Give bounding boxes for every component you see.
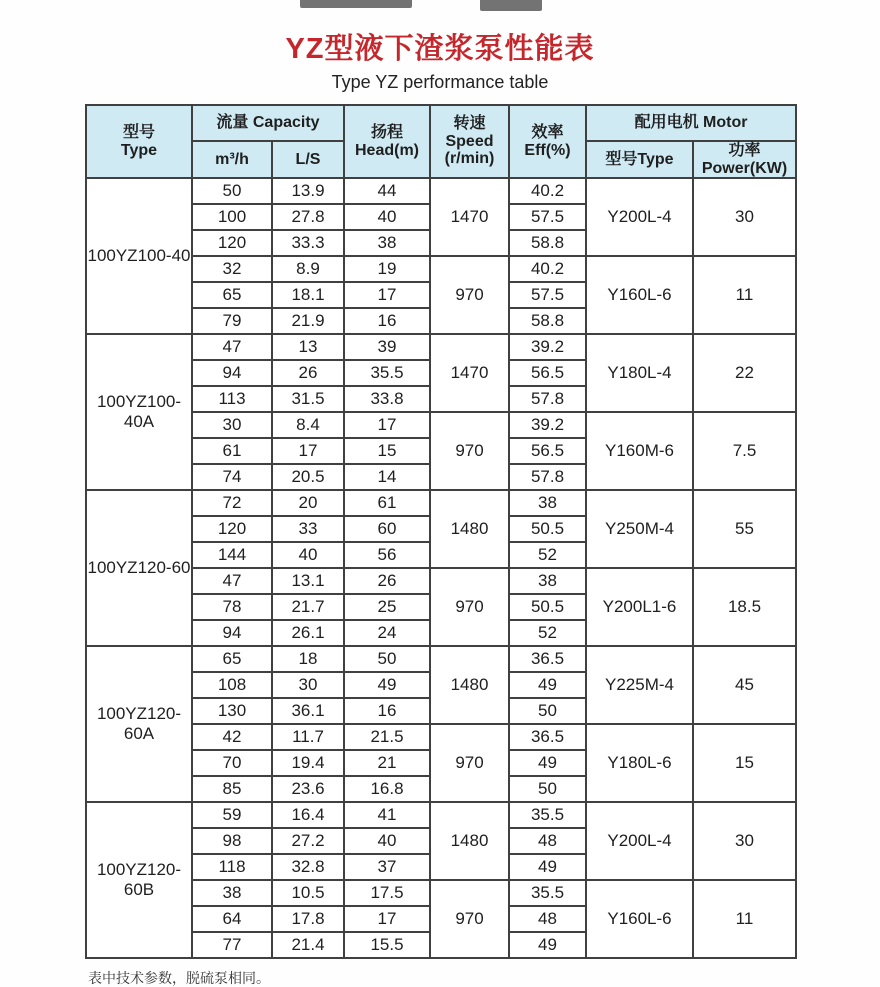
flow-m3h-cell: 78 <box>192 594 272 620</box>
motor-type-cell: Y200L-4 <box>586 178 693 256</box>
eff-cell: 50 <box>509 698 586 724</box>
flow-m3h-cell: 130 <box>192 698 272 724</box>
eff-cell: 39.2 <box>509 334 586 360</box>
motor-type-cell: Y160L-6 <box>586 880 693 958</box>
header-model <box>86 105 192 178</box>
eff-cell: 57.5 <box>509 204 586 230</box>
motor-type-cell: Y225M-4 <box>586 646 693 724</box>
flow-m3h-cell: 50 <box>192 178 272 204</box>
flow-m3h-cell: 72 <box>192 490 272 516</box>
model-cell: 100YZ120-60B <box>86 802 192 958</box>
head-cell: 17.5 <box>344 880 430 906</box>
flow-ls-cell: 20 <box>272 490 344 516</box>
head-cell: 17 <box>344 412 430 438</box>
flow-m3h-cell: 77 <box>192 932 272 958</box>
eff-cell: 36.5 <box>509 724 586 750</box>
head-cell: 21.5 <box>344 724 430 750</box>
motor-type-cell: Y160M-6 <box>586 412 693 490</box>
header-motor-power: 功率Power(KW) <box>693 141 796 178</box>
speed-cell: 970 <box>430 724 509 802</box>
eff-cell: 40.2 <box>509 178 586 204</box>
motor-power-cell: 18.5 <box>693 568 796 646</box>
head-cell: 16.8 <box>344 776 430 802</box>
table-header <box>86 105 796 178</box>
eff-cell: 36.5 <box>509 646 586 672</box>
flow-m3h-cell: 144 <box>192 542 272 568</box>
flow-m3h-cell: 61 <box>192 438 272 464</box>
flow-ls-cell: 18 <box>272 646 344 672</box>
page-subtitle: Type YZ performance table <box>331 72 549 92</box>
flow-m3h-cell: 32 <box>192 256 272 282</box>
flow-m3h-cell: 70 <box>192 750 272 776</box>
flow-ls-cell: 13.1 <box>272 568 344 594</box>
flow-ls-cell: 33 <box>272 516 344 542</box>
eff-cell: 48 <box>509 828 586 854</box>
head-cell: 49 <box>344 672 430 698</box>
flow-m3h-cell: 74 <box>192 464 272 490</box>
flow-m3h-cell: 30 <box>192 412 272 438</box>
table-row <box>86 880 796 906</box>
motor-type-cell: Y250M-4 <box>586 490 693 568</box>
head-cell: 26 <box>344 568 430 594</box>
flow-m3h-cell: 120 <box>192 230 272 256</box>
head-cell: 44 <box>344 178 430 204</box>
motor-power-cell: 30 <box>693 802 796 880</box>
flow-ls-cell: 26 <box>272 360 344 386</box>
eff-cell: 49 <box>509 750 586 776</box>
header-head-zh: 扬程 <box>370 124 403 141</box>
eff-cell: 57.5 <box>509 282 586 308</box>
head-cell: 17 <box>344 282 430 308</box>
head-cell: 61 <box>344 490 430 516</box>
flow-m3h-cell: 113 <box>192 386 272 412</box>
motor-power-cell: 22 <box>693 334 796 412</box>
head-cell: 14 <box>344 464 430 490</box>
flow-ls-cell: 27.8 <box>272 204 344 230</box>
header-speed <box>430 105 509 178</box>
header-head-en: Head(m) <box>354 141 419 159</box>
flow-m3h-cell: 38 <box>192 880 272 906</box>
model-cell: 100YZ120-60A <box>86 646 192 802</box>
header-motor: 配用电机 Motor <box>586 105 796 141</box>
header-speed-unit: (r/min) <box>444 150 495 168</box>
flow-m3h-cell: 94 <box>192 360 272 386</box>
eff-cell: 50.5 <box>509 594 586 620</box>
flow-m3h-cell: 59 <box>192 802 272 828</box>
cropped-top-artifact-left <box>300 0 412 8</box>
head-cell: 15 <box>344 438 430 464</box>
header-capacity-m3h: m³/h <box>192 141 272 178</box>
flow-m3h-cell: 47 <box>192 334 272 360</box>
flow-m3h-cell: 120 <box>192 516 272 542</box>
table-row <box>86 256 796 282</box>
head-cell: 39 <box>344 334 430 360</box>
speed-cell: 970 <box>430 568 509 646</box>
flow-m3h-cell: 47 <box>192 568 272 594</box>
flow-m3h-cell: 118 <box>192 854 272 880</box>
flow-m3h-cell: 64 <box>192 906 272 932</box>
head-cell: 38 <box>344 230 430 256</box>
flow-m3h-cell: 85 <box>192 776 272 802</box>
table-row <box>86 646 796 672</box>
head-cell: 40 <box>344 204 430 230</box>
motor-type-cell: Y180L-6 <box>586 724 693 802</box>
eff-cell: 38 <box>509 568 586 594</box>
head-cell: 40 <box>344 828 430 854</box>
eff-cell: 38 <box>509 490 586 516</box>
flow-m3h-cell: 100 <box>192 204 272 230</box>
table-row <box>86 178 796 204</box>
header-eff-zh: 效率 <box>531 124 564 141</box>
eff-cell: 58.8 <box>509 230 586 256</box>
eff-cell: 56.5 <box>509 438 586 464</box>
flow-ls-cell: 21.7 <box>272 594 344 620</box>
flow-m3h-cell: 79 <box>192 308 272 334</box>
flow-ls-cell: 27.2 <box>272 828 344 854</box>
eff-cell: 56.5 <box>509 360 586 386</box>
eff-cell: 57.8 <box>509 386 586 412</box>
header-eff-en: Eff(%) <box>524 141 571 159</box>
model-cell: 100YZ120-60 <box>86 490 192 646</box>
flow-ls-cell: 13 <box>272 334 344 360</box>
flow-m3h-cell: 98 <box>192 828 272 854</box>
motor-type-cell: Y160L-6 <box>586 256 693 334</box>
flow-ls-cell: 18.1 <box>272 282 344 308</box>
flow-m3h-cell: 94 <box>192 620 272 646</box>
flow-ls-cell: 30 <box>272 672 344 698</box>
flow-ls-cell: 19.4 <box>272 750 344 776</box>
speed-cell: 970 <box>430 412 509 490</box>
flow-ls-cell: 26.1 <box>272 620 344 646</box>
speed-cell: 1470 <box>430 178 509 256</box>
eff-cell: 52 <box>509 620 586 646</box>
table-row <box>86 568 796 594</box>
performance-table <box>85 104 797 959</box>
header-speed-zh: 转速 <box>453 115 486 133</box>
eff-cell: 52 <box>509 542 586 568</box>
speed-cell: 970 <box>430 880 509 958</box>
flow-ls-cell: 31.5 <box>272 386 344 412</box>
flow-ls-cell: 21.4 <box>272 932 344 958</box>
flow-m3h-cell: 42 <box>192 724 272 750</box>
header-model-zh: 型号 <box>122 124 155 141</box>
speed-cell: 1480 <box>430 490 509 568</box>
header-model-en: Type <box>120 141 158 159</box>
table-row <box>86 490 796 516</box>
motor-power-cell: 15 <box>693 724 796 802</box>
flow-ls-cell: 17 <box>272 438 344 464</box>
page-title: YZ型液下渣浆泵性能表 <box>285 33 595 65</box>
eff-cell: 49 <box>509 672 586 698</box>
speed-cell: 1480 <box>430 802 509 880</box>
head-cell: 21 <box>344 750 430 776</box>
speed-cell: 1470 <box>430 334 509 412</box>
head-cell: 60 <box>344 516 430 542</box>
eff-cell: 35.5 <box>509 802 586 828</box>
header-capacity: 流量 Capacity <box>192 105 344 141</box>
head-cell: 50 <box>344 646 430 672</box>
header-head <box>344 105 430 178</box>
table-row <box>86 802 796 828</box>
head-cell: 25 <box>344 594 430 620</box>
flow-ls-cell: 8.4 <box>272 412 344 438</box>
header-motor-type: 型号Type <box>586 141 693 178</box>
flow-ls-cell: 13.9 <box>272 178 344 204</box>
flow-ls-cell: 40 <box>272 542 344 568</box>
flow-m3h-cell: 65 <box>192 282 272 308</box>
motor-type-cell: Y180L-4 <box>586 334 693 412</box>
head-cell: 41 <box>344 802 430 828</box>
flow-ls-cell: 8.9 <box>272 256 344 282</box>
motor-power-cell: 11 <box>693 256 796 334</box>
eff-cell: 48 <box>509 906 586 932</box>
eff-cell: 50 <box>509 776 586 802</box>
flow-ls-cell: 11.7 <box>272 724 344 750</box>
flow-ls-cell: 32.8 <box>272 854 344 880</box>
head-cell: 56 <box>344 542 430 568</box>
head-cell: 16 <box>344 698 430 724</box>
flow-ls-cell: 33.3 <box>272 230 344 256</box>
flow-ls-cell: 10.5 <box>272 880 344 906</box>
head-cell: 15.5 <box>344 932 430 958</box>
eff-cell: 35.5 <box>509 880 586 906</box>
head-cell: 37 <box>344 854 430 880</box>
motor-power-cell: 11 <box>693 880 796 958</box>
flow-ls-cell: 23.6 <box>272 776 344 802</box>
motor-power-cell: 45 <box>693 646 796 724</box>
flow-ls-cell: 16.4 <box>272 802 344 828</box>
table-body <box>86 178 796 958</box>
head-cell: 19 <box>344 256 430 282</box>
flow-m3h-cell: 108 <box>192 672 272 698</box>
flow-ls-cell: 21.9 <box>272 308 344 334</box>
model-cell: 100YZ100-40 <box>86 178 192 334</box>
flow-ls-cell: 17.8 <box>272 906 344 932</box>
header-speed-en: Speed <box>445 132 494 150</box>
flow-ls-cell: 20.5 <box>272 464 344 490</box>
cropped-top-artifact-right <box>480 0 542 11</box>
model-cell: 100YZ100-40A <box>86 334 192 490</box>
footnote: 表中技术参数，脱硫泵相同。 <box>88 970 270 987</box>
motor-type-cell: Y200L-4 <box>586 802 693 880</box>
eff-cell: 50.5 <box>509 516 586 542</box>
eff-cell: 49 <box>509 854 586 880</box>
motor-power-cell: 30 <box>693 178 796 256</box>
speed-cell: 1480 <box>430 646 509 724</box>
eff-cell: 58.8 <box>509 308 586 334</box>
table-row <box>86 334 796 360</box>
motor-power-cell: 55 <box>693 490 796 568</box>
flow-m3h-cell: 65 <box>192 646 272 672</box>
head-cell: 24 <box>344 620 430 646</box>
flow-ls-cell: 36.1 <box>272 698 344 724</box>
table-row <box>86 412 796 438</box>
eff-cell: 49 <box>509 932 586 958</box>
head-cell: 35.5 <box>344 360 430 386</box>
motor-type-cell: Y200L1-6 <box>586 568 693 646</box>
head-cell: 16 <box>344 308 430 334</box>
motor-power-cell: 7.5 <box>693 412 796 490</box>
header-capacity-ls: L/S <box>272 141 344 178</box>
eff-cell: 40.2 <box>509 256 586 282</box>
header-eff <box>509 105 586 178</box>
head-cell: 17 <box>344 906 430 932</box>
table-row <box>86 724 796 750</box>
head-cell: 33.8 <box>344 386 430 412</box>
eff-cell: 57.8 <box>509 464 586 490</box>
speed-cell: 970 <box>430 256 509 334</box>
eff-cell: 39.2 <box>509 412 586 438</box>
